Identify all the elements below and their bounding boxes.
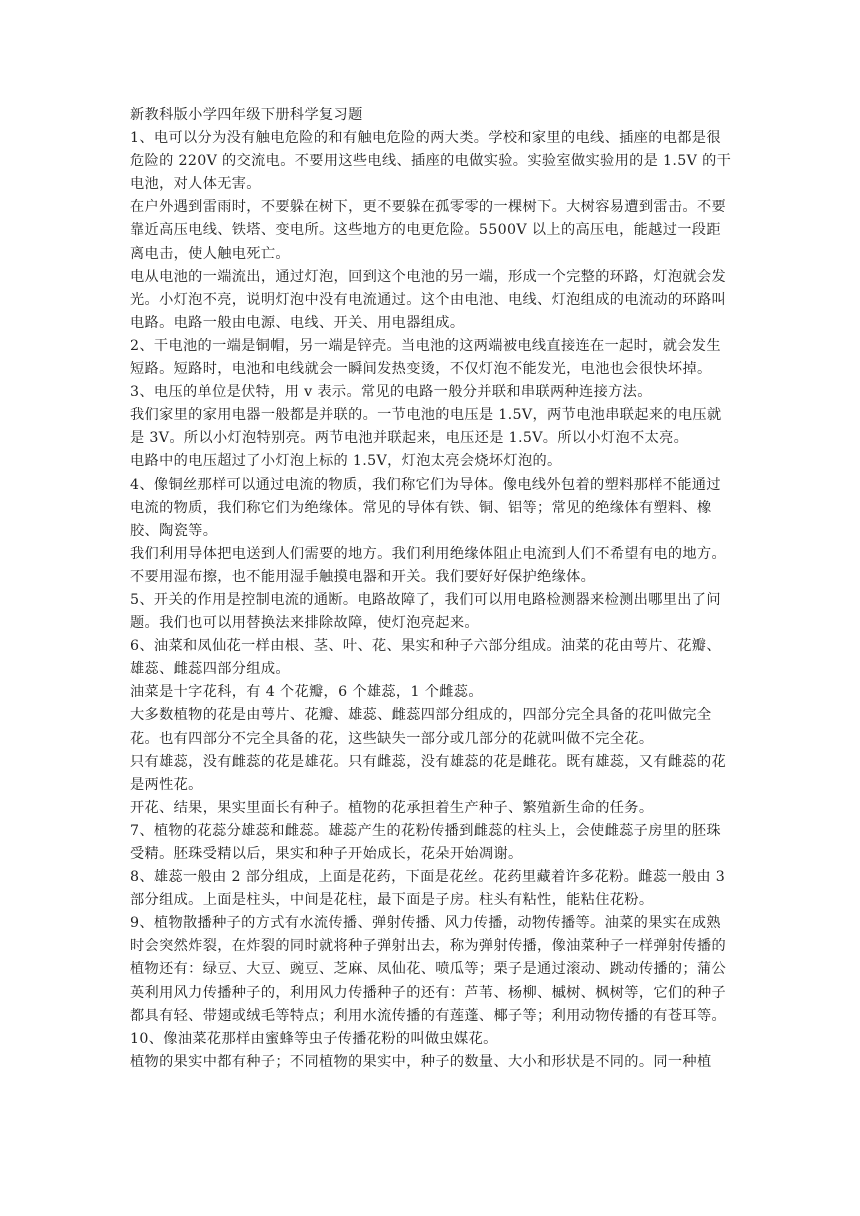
document-page	[130, 104, 734, 1074]
paragraph: 1、电可以分为没有触电危险的和有触电危险的两大类。学校和家里的电线、插座的电都是很危险的 220V 的交流电。不要用这些电线、插座的电做实验。实验室做实验用的是 1.5V 的干电池，对人体无害。	[130, 130, 732, 193]
paragraph: 2、干电池的一端是铜帽，另一端是锌壳。当电池的这两端被电线直接连在一起时，就会发生短路。短路时，电池和电线就会一瞬间发热变烫，不仅灯泡不能发光，电池也会很快坏掉。	[130, 337, 721, 378]
paragraph: 植物的果实中都有种子；不同植物的果实中，种子的数量、大小和形状是不同的。同一种植	[130, 1053, 712, 1070]
paragraph: 电路中的电压超过了小灯泡上标的 1.5V，灯泡太亮会烧坏灯泡的。	[130, 453, 562, 470]
paragraph: 4、像铜丝那样可以通过电流的物质，我们称它们为导体。像电线外包着的塑料那样不能通过电流的物质，我们称它们为绝缘体。常见的导体有铁、铜、铝等；常见的绝缘体有塑料、橡胶、陶瓷等。	[130, 476, 721, 539]
paragraph: 只有雄蕊，没有雌蕊的花是雄花。只有雌蕊，没有雄蕊的花是雌花。既有雄蕊，又有雌蕊的花是两性花。	[130, 753, 727, 793]
paragraph: 大多数植物的花是由萼片、花瓣、雄蕊、雌蕊四部分组成的，四部分完全具备的花叫做完全花。也有四部分不完全具备的花，这些缺失一部分或几部分的花就叫做不完全花。	[130, 707, 712, 747]
paragraph: 我们利用导体把电送到人们需要的地方。我们利用绝缘体阻止电流到人们不希望有电的地方。	[130, 545, 727, 562]
document-title: 新教科版小学四年级下册科学复习题	[130, 107, 363, 123]
paragraph: 7、植物的花蕊分雄蕊和雌蕊。雄蕊产生的花粉传播到雌蕊的柱头上，会使雌蕊子房里的胚珠受精。胚珠受精以后，果实和种子开始成长，花朵开始凋谢。	[130, 822, 721, 862]
paragraph: 8、雄蕊一般由 2 部分组成，上面是花药，下面是花丝。花药里藏着许多花粉。雌蕊一般由 3 部分组成。上面是柱头，中间是花柱，最下面是子房。柱头有粘性，能粘住花粉。	[130, 869, 726, 909]
paragraph: 6、油菜和凤仙花一样由根、茎、叶、花、果实和种子六部分组成。油菜的花由萼片、花瓣、雄蕊、雌蕊四部分组成。	[130, 638, 721, 678]
paragraph: 9、植物散播种子的方式有水流传播、弹射传播、风力传播，动物传播等。油菜的果实在成熟时会突然炸裂，在炸裂的同时就将种子弹射出去，称为弹射传播，像油菜种子一样弹射传播的植物还有：绿豆、大豆、豌豆、芝麻、凤仙花、喷瓜等；栗子是通过滚动、跳动传播的；蒲公英利用风力传播种子的，利用风力传播种子的还有：芦苇、杨柳、槭树、枫树等，它们的种子都具有轻、带翅或绒毛等特点；利用水流传播的有莲蓬、椰子等；利用动物传播的有苍耳等。	[130, 915, 727, 1024]
paragraph: 油菜是十字花科，有 4 个花瓣，6 个雄蕊，1 个雌蕊。	[130, 684, 483, 701]
paragraph: 3、电压的单位是伏特，用 v 表示。常见的电路一般分并联和串联两种连接方法。	[130, 384, 652, 401]
paragraph: 10、像油菜花那样由蜜蜂等虫子传播花粉的叫做虫媒花。	[130, 1030, 498, 1047]
paragraph: 电从电池的一端流出，通过灯泡，回到这个电池的另一端，形成一个完整的环路，灯泡就会发光。小灯泡不亮，说明灯泡中没有电流通过。这个由电池、电线、灯泡组成的电流动的环路叫电路。电路一般由电源、电线、开关、用电器组成。	[130, 268, 727, 331]
paragraph: 5、开关的作用是控制电流的通断。电路故障了，我们可以用电路检测器来检测出哪里出了问题。我们也可以用替换法来排除故障，使灯泡亮起来。	[130, 591, 721, 632]
paragraph: 在户外遇到雷雨时，不要躲在树下，更不要躲在孤零零的一棵树下。大树容易遭到雷击。不要靠近高压电线、铁塔、变电所。这些地方的电更危险。5500V 以上的高压电，能越过一段距离电击，使人触电死亡。	[130, 199, 727, 262]
paragraph: 我们家里的家用电器一般都是并联的。一节电池的电压是 1.5V，两节电池串联起来的电压就是 3V。所以小灯泡特别亮。两节电池并联起来，电压还是 1.5V。所以小灯泡不太亮。	[130, 407, 722, 447]
paragraph: 开花、结果，果实里面长有种子。植物的花承担着生产种子、繁殖新生命的任务。	[130, 799, 654, 816]
paragraph: 不要用湿布擦，也不能用湿手触摸电器和开关。我们要好好保护绝缘体。	[130, 568, 596, 585]
